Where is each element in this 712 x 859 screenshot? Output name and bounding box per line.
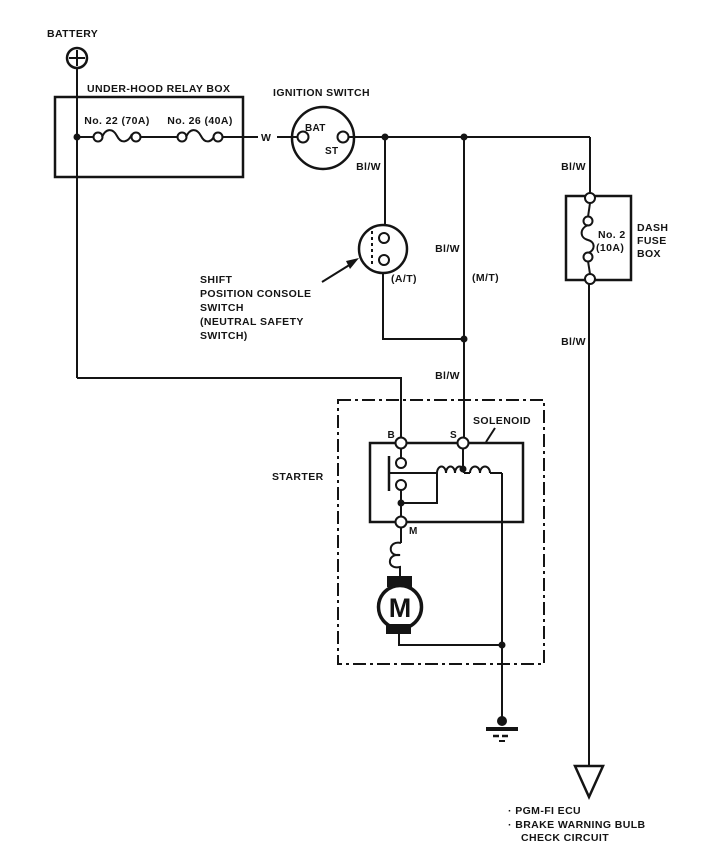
ignition-bat-label: BAT bbox=[305, 123, 326, 134]
junction-battery-fuse bbox=[74, 134, 81, 141]
ignition-switch bbox=[273, 87, 370, 169]
note-line1: · PGM-FI ECU bbox=[508, 805, 582, 817]
shift-switch-callout bbox=[200, 258, 359, 342]
battery-symbol bbox=[47, 28, 98, 68]
starter-assembly bbox=[272, 400, 544, 664]
wire-blw-label-dashfuse-top: Bl/W bbox=[561, 161, 586, 173]
dash-fuse-element-bottom bbox=[584, 253, 593, 262]
shift-callout-arrowhead bbox=[346, 258, 359, 269]
junction-s-winding bbox=[460, 466, 467, 473]
ignition-st-terminal bbox=[338, 132, 349, 143]
motor-brush-bottom bbox=[386, 624, 411, 634]
wire-blw-label-at: Bl/W bbox=[356, 161, 381, 173]
dash-fuse-box bbox=[566, 193, 668, 284]
shift-callout-line3: SWITCH bbox=[200, 302, 244, 314]
fuse-22-terminal-left bbox=[94, 133, 103, 142]
under-hood-relay-box bbox=[55, 83, 243, 177]
dash-fuse-amp-label: (10A) bbox=[596, 242, 625, 254]
shift-switch-terminal-top bbox=[379, 233, 389, 243]
junction-contact-tap bbox=[398, 500, 405, 507]
junction-main-mt bbox=[461, 134, 468, 141]
ground-symbol bbox=[486, 716, 518, 741]
junction-dots bbox=[74, 134, 506, 649]
wire-battery-feed-to-starter bbox=[77, 378, 401, 438]
ignition-st-label: ST bbox=[325, 146, 339, 157]
dash-fuse-title-line2: FUSE bbox=[637, 235, 667, 247]
shift-callout-line4: (NEUTRAL SAFETY bbox=[200, 316, 304, 328]
dash-fuse-terminal-top bbox=[585, 193, 595, 203]
circuit-output bbox=[508, 766, 646, 844]
solenoid-outline bbox=[370, 443, 523, 522]
fuse-22-element bbox=[102, 130, 132, 141]
dash-fuse-no-label: No. 2 bbox=[598, 229, 626, 241]
terminal-m-label: M bbox=[409, 526, 418, 537]
note-line2: · BRAKE WARNING BULB bbox=[508, 819, 646, 831]
contact-point-bottom bbox=[396, 480, 406, 490]
note-line3: CHECK CIRCUIT bbox=[521, 832, 610, 844]
junction-ground-return bbox=[499, 642, 506, 649]
field-coil bbox=[390, 543, 401, 577]
shift-callout-pointer-line bbox=[322, 264, 351, 282]
fuse-26-terminal-left bbox=[178, 133, 187, 142]
solenoid-pointer-line bbox=[486, 428, 495, 442]
shift-switch-terminal-bottom bbox=[379, 255, 389, 265]
battery-label: BATTERY bbox=[47, 28, 99, 40]
ignition-switch-title: IGNITION SWITCH bbox=[273, 87, 370, 99]
terminal-b bbox=[396, 438, 407, 449]
shift-callout-line2: POSITION CONSOLE bbox=[200, 288, 312, 300]
wire-blw-label-mt-upper: Bl/W bbox=[435, 243, 460, 255]
terminal-s bbox=[458, 438, 469, 449]
terminal-s-label: S bbox=[450, 430, 457, 441]
fuse-22-label: No. 22 (70A) bbox=[84, 115, 150, 127]
wire-at-tag: (A/T) bbox=[391, 273, 417, 285]
junction-at-mt bbox=[461, 336, 468, 343]
wire-mt-tag: (M/T) bbox=[472, 272, 500, 284]
ground-node bbox=[497, 716, 507, 726]
dash-fuse-title-line1: DASH bbox=[637, 222, 669, 234]
fuse-22-terminal-right bbox=[132, 133, 141, 142]
dash-fuse-element bbox=[582, 225, 594, 253]
dash-fuse-title-line3: BOX bbox=[637, 248, 661, 260]
motor-m-label: M bbox=[388, 593, 412, 623]
junction-main-at bbox=[382, 134, 389, 141]
solenoid bbox=[370, 415, 531, 537]
dash-fuse-element-top bbox=[584, 217, 593, 226]
fuse-26-terminal-right bbox=[214, 133, 223, 142]
solenoid-label: SOLENOID bbox=[473, 415, 532, 427]
wire-motor-return bbox=[399, 634, 502, 645]
shift-callout-line5: SWITCH) bbox=[200, 330, 248, 342]
starter-housing-outline bbox=[338, 400, 544, 664]
starter-motor bbox=[379, 527, 422, 634]
wire-blw-label-mt-lower: Bl/W bbox=[435, 370, 460, 382]
fuse-26-label: No. 26 (40A) bbox=[167, 115, 233, 127]
dash-fuse-terminal-bottom bbox=[585, 274, 595, 284]
starter-label: STARTER bbox=[272, 471, 324, 483]
fuse-26-element bbox=[186, 130, 215, 141]
wire-w-label: W bbox=[261, 132, 272, 144]
relay-box-title: UNDER-HOOD RELAY BOX bbox=[87, 83, 231, 95]
shift-callout-line1: SHIFT bbox=[200, 274, 233, 286]
wire-blw-label-dashfuse-bottom: Bl/W bbox=[561, 336, 586, 348]
terminal-b-label: B bbox=[387, 430, 395, 441]
contact-winding-tap bbox=[401, 473, 437, 503]
dash-fuse-lead-top bbox=[588, 203, 590, 217]
output-arrow bbox=[575, 766, 603, 797]
dash-fuse-lead-bottom bbox=[588, 261, 590, 274]
terminal-m bbox=[396, 517, 407, 528]
hold-in-winding bbox=[470, 467, 490, 473]
contact-point-top bbox=[396, 458, 406, 468]
shift-position-console-switch bbox=[200, 225, 407, 342]
